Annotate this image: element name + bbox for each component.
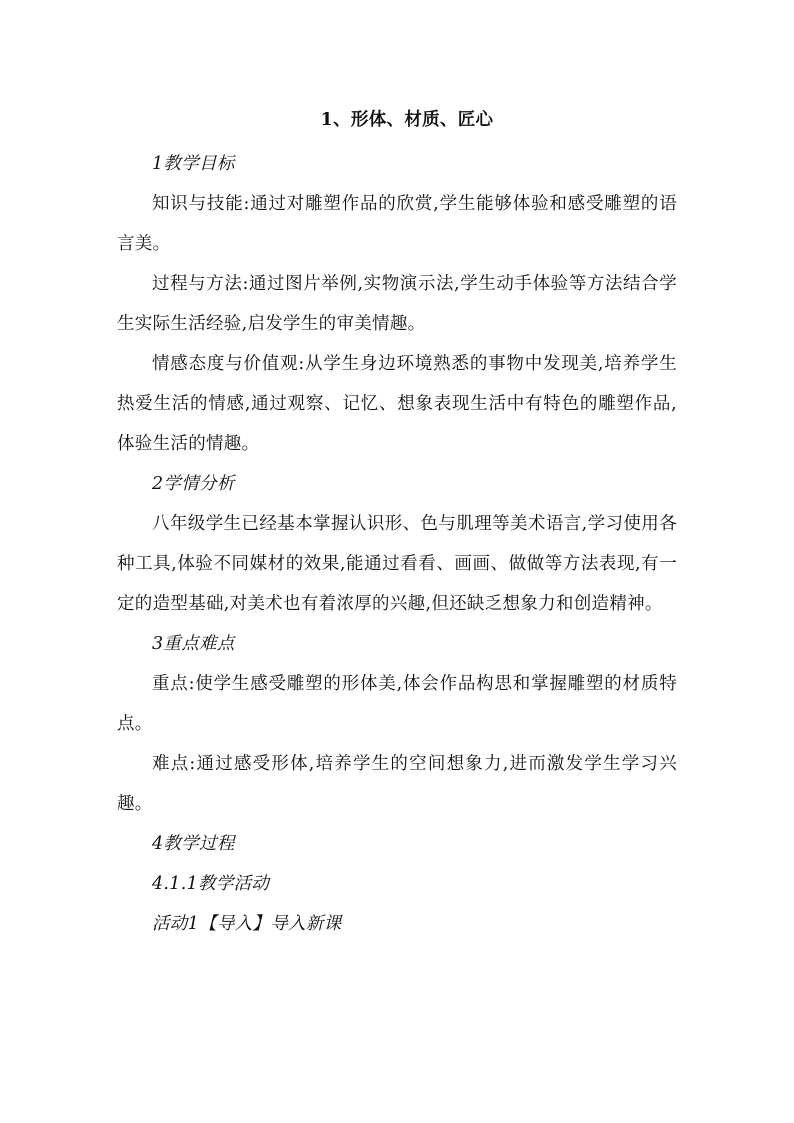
section-heading-teaching-process: 4教学过程 bbox=[152, 834, 235, 854]
document-title: 1、形体、材质、匠心 bbox=[320, 110, 494, 130]
paragraph-attitude-values: 情感态度与价值观:从学生身边环境熟悉的事物中发现美,培养学生热爱生活的情感,通过观察、记忆、想象表现生活中有特色的雕塑作品,体验生活的情趣。 bbox=[117, 354, 677, 454]
paragraph-key-point: 重点:使学生感受雕塑的形体美,体会作品构思和掌握雕塑的材质特点。 bbox=[117, 674, 677, 734]
subheading-teaching-activity: 4.1.1教学活动 bbox=[152, 874, 270, 894]
section-heading-objectives: 1教学目标 bbox=[152, 154, 235, 174]
paragraph-knowledge-skills: 知识与技能:通过对雕塑作品的欣赏,学生能够体验和感受雕塑的语言美。 bbox=[117, 194, 677, 254]
paragraph-difficulty: 难点:通过感受形体,培养学生的空间想象力,进而激发学生学习兴趣。 bbox=[117, 754, 677, 814]
document-body bbox=[117, 100, 677, 944]
paragraph-student-analysis: 八年级学生已经基本掌握认识形、色与肌理等美术语言,学习使用各种工具,体验不同媒材的效果,能通过看看、画画、做做等方法表现,有一定的造型基础,对美术也有着浓厚的兴趣,但还缺乏想象力和创造精神。 bbox=[117, 514, 677, 614]
paragraph-process-methods: 过程与方法:通过图片举例,实物演示法,学生动手体验等方法结合学生实际生活经验,启发学生的审美情趣。 bbox=[117, 274, 677, 334]
section-heading-student-analysis: 2学情分析 bbox=[152, 474, 235, 494]
activity-line: 活动1【导入】导入新课 bbox=[152, 914, 342, 934]
section-heading-key-points: 3重点难点 bbox=[152, 634, 235, 654]
